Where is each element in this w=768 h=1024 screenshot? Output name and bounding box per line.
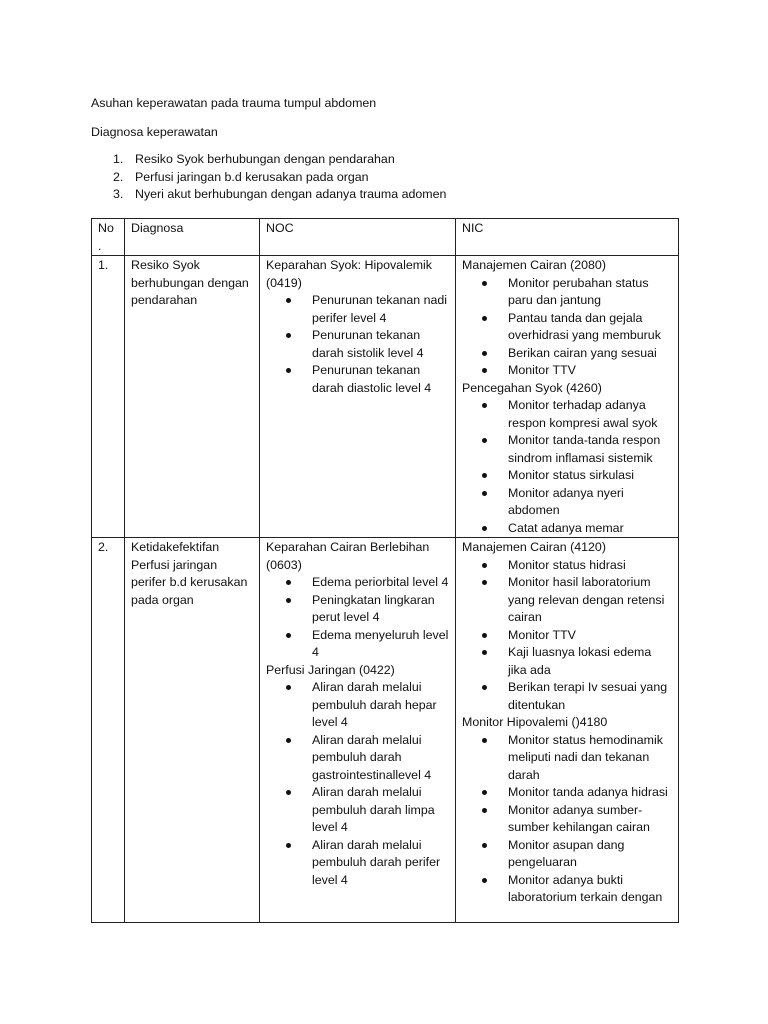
list-item: Monitor adanya bukti laboratorium terkain dengan bbox=[462, 872, 672, 907]
list-item: Monitor TTV bbox=[462, 362, 672, 380]
list-item: Monitor status hemodinamik meliputi nadi dan tekanan darah bbox=[462, 732, 672, 785]
bullet-icon bbox=[482, 738, 487, 743]
bullet-icon bbox=[286, 298, 291, 303]
list-item: Monitor status hidrasi bbox=[462, 557, 672, 575]
list-item: Berikan terapi Iv sesuai yang ditentukan bbox=[462, 679, 672, 714]
nic-heading: Manajemen Cairan (4120) bbox=[462, 540, 606, 554]
diagnosis-text: Resiko Syok berhubungan dengan pendarahan bbox=[135, 152, 395, 166]
bullet-icon bbox=[482, 526, 487, 531]
bullet-icon bbox=[482, 351, 487, 356]
diagnosis-number: 3. bbox=[113, 187, 124, 201]
care-plan-table bbox=[91, 218, 679, 923]
noc-heading: Keparahan Cairan Berlebihan (0603) bbox=[266, 540, 430, 572]
diagnosis-number: 1. bbox=[113, 152, 124, 166]
document-title: Asuhan keperawatan pada trauma tumpul abdomen bbox=[91, 96, 377, 110]
diagnosis-item bbox=[91, 151, 651, 169]
list-item: Monitor status sirkulasi bbox=[462, 467, 672, 485]
header-diagnosa: Diagnosa bbox=[125, 219, 260, 256]
list-item: Kaji luasnya lokasi edema jika ada bbox=[462, 644, 672, 679]
bullet-icon bbox=[482, 580, 487, 585]
cell-noc bbox=[260, 256, 456, 538]
noc-list bbox=[266, 574, 449, 662]
list-item: Aliran darah melalui pembuluh darah limpa level 4 bbox=[266, 784, 449, 837]
bullet-icon bbox=[482, 491, 487, 496]
cell-no: 2. bbox=[92, 538, 125, 923]
cell-nic bbox=[456, 256, 679, 538]
bullet-icon bbox=[286, 633, 291, 638]
cell-noc bbox=[260, 538, 456, 923]
bullet-icon bbox=[482, 878, 487, 883]
nic-list bbox=[462, 557, 672, 715]
noc-list bbox=[266, 679, 449, 889]
noc-heading: Keparahan Syok: Hipovalemik (0419) bbox=[266, 258, 432, 290]
bullet-icon bbox=[482, 843, 487, 848]
list-item: Monitor tanda adanya hidrasi bbox=[462, 784, 672, 802]
list-item: Monitor adanya nyeri abdomen bbox=[462, 485, 672, 520]
bullet-icon bbox=[482, 633, 487, 638]
bullet-icon bbox=[482, 473, 487, 478]
cell-diagnosa: Ketidakefektifan Perfusi jaringan perifer b.d kerusakan pada organ bbox=[125, 538, 260, 923]
list-item: Peningkatan lingkaran perut level 4 bbox=[266, 592, 449, 627]
bullet-icon bbox=[286, 598, 291, 603]
bullet-icon bbox=[286, 580, 291, 585]
bullet-icon bbox=[482, 368, 487, 373]
diagnosis-text: Nyeri akut berhubungan dengan adanya trauma adomen bbox=[135, 187, 447, 201]
list-item: Monitor perubahan status paru dan jantung bbox=[462, 275, 672, 310]
list-item: Monitor adanya sumber-sumber kehilangan cairan bbox=[462, 802, 672, 837]
table-header-row bbox=[92, 219, 679, 256]
bullet-icon bbox=[482, 438, 487, 443]
section-heading: Diagnosa keperawatan bbox=[91, 125, 218, 139]
bullet-icon bbox=[482, 281, 487, 286]
bullet-icon bbox=[286, 843, 291, 848]
nic-list bbox=[462, 397, 672, 537]
list-item: Pantau tanda dan gejala overhidrasi yang memburuk bbox=[462, 310, 672, 345]
diagnosis-number: 2. bbox=[113, 169, 124, 184]
diagnosis-text: Perfusi jaringan b.d kerusakan pada organ bbox=[135, 169, 369, 184]
nic-heading: Pencegahan Syok (4260) bbox=[462, 380, 602, 395]
list-item: Aliran darah melalui pembuluh darah perifer level 4 bbox=[266, 837, 449, 890]
bullet-icon bbox=[482, 790, 487, 795]
list-item: Edema periorbital level 4 bbox=[266, 574, 449, 592]
list-item: Penurunan tekanan darah sistolik level 4 bbox=[266, 327, 449, 362]
bullet-icon bbox=[286, 368, 291, 373]
table-row bbox=[92, 256, 679, 538]
noc-heading: Perfusi Jaringan (0422) bbox=[266, 662, 395, 677]
nic-list bbox=[462, 732, 672, 907]
diagnosis-item bbox=[91, 186, 651, 204]
list-item: Monitor asupan dang pengeluaran bbox=[462, 837, 672, 872]
bullet-icon bbox=[482, 316, 487, 321]
list-item: Monitor hasil laboratorium yang relevan dengan retensi cairan bbox=[462, 574, 672, 627]
header-noc: NOC bbox=[260, 219, 456, 256]
list-item: Edema menyeluruh level 4 bbox=[266, 627, 449, 662]
list-item: Berikan cairan yang sesuai bbox=[462, 345, 672, 363]
bullet-icon bbox=[482, 650, 487, 655]
list-item: Penurunan tekanan darah diastolic level 4 bbox=[266, 362, 449, 397]
list-item: Catat adanya memar bbox=[462, 520, 672, 538]
bullet-icon bbox=[286, 790, 291, 795]
list-item: Penurunan tekanan nadi perifer level 4 bbox=[266, 292, 449, 327]
header-nic: NIC bbox=[456, 219, 679, 256]
bullet-icon bbox=[482, 685, 487, 690]
bullet-icon bbox=[286, 685, 291, 690]
cell-no: 1. bbox=[92, 256, 125, 538]
cell-nic bbox=[456, 538, 679, 923]
bullet-icon bbox=[482, 808, 487, 813]
bullet-icon bbox=[286, 333, 291, 338]
list-item: Aliran darah melalui pembuluh darah gastrointestinallevel 4 bbox=[266, 732, 449, 785]
diagnosis-item bbox=[91, 169, 651, 187]
bullet-icon bbox=[482, 403, 487, 408]
list-item: Aliran darah melalui pembuluh darah hepar level 4 bbox=[266, 679, 449, 732]
nic-list bbox=[462, 275, 672, 380]
bullet-icon bbox=[482, 563, 487, 568]
list-item: Monitor TTV bbox=[462, 627, 672, 645]
nic-heading: Manajemen Cairan (2080) bbox=[462, 258, 606, 272]
list-item: Monitor terhadap adanya respon kompresi awal syok bbox=[462, 397, 672, 432]
cell-diagnosa: Resiko Syok berhubungan dengan pendarahan bbox=[125, 256, 260, 538]
noc-list bbox=[266, 292, 449, 397]
bullet-icon bbox=[286, 738, 291, 743]
nic-heading: Monitor Hipovalemi ()4180 bbox=[462, 715, 608, 729]
table-row bbox=[92, 538, 679, 923]
list-item: Monitor tanda-tanda respon sindrom inflamasi sistemik bbox=[462, 432, 672, 467]
diagnosis-list bbox=[91, 151, 651, 204]
header-no: No . bbox=[92, 219, 125, 256]
